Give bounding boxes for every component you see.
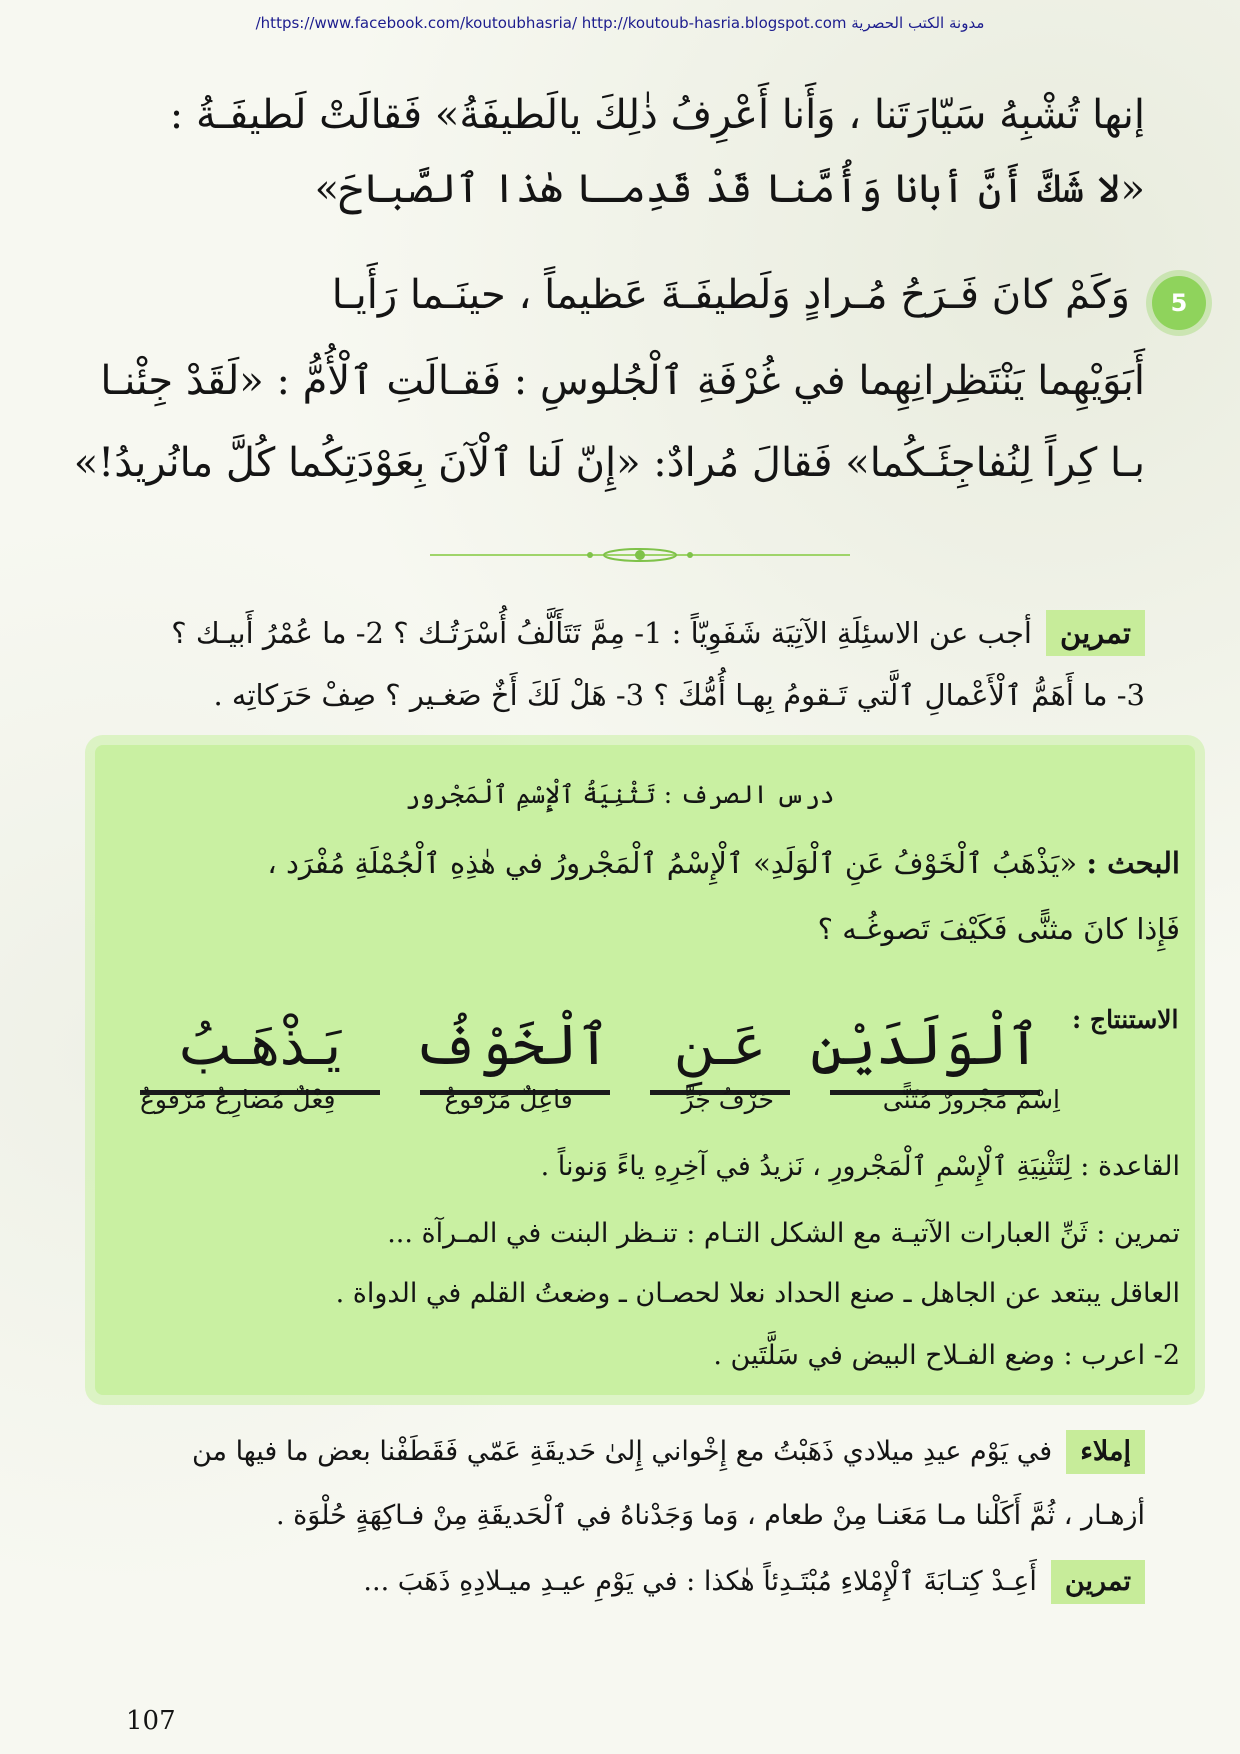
word-column-subject <box>413 1006 610 1095</box>
word-column-noun <box>810 1006 1040 1095</box>
parsing-subject: فاعِلٌ مَرْفوعٌ <box>444 1085 573 1114</box>
conclusion-label: الاستنتاج : <box>1072 1005 1179 1034</box>
oral-exercise-text-1: أجب عن الاسئِلَةِ الآتِيَة شَفَوِيّاً : 1- مِمَّ تَتَأَلَّفُ أُسْرَتُـك ؟ 2- ما عُمْرُ أَبيـك ؟ <box>171 616 1032 650</box>
research-label: البحث : <box>1086 846 1180 880</box>
parsing-preposition: حَرْفُ جَرٍّ <box>681 1085 774 1114</box>
dictation-label: إملاء <box>1066 1430 1145 1474</box>
dictation-text-1: في يَوْم عيدِ ميلادي ذَهَبْتُ مع إِخْواني إِلىٰ حَديقَةِ عَمّي فَقَطَفْنا بعض ما فيها من <box>191 1436 1053 1467</box>
example-word-verb: يَـذْهَـبُ <box>178 1013 342 1078</box>
paragraph-number-badge: 5 <box>1152 276 1206 330</box>
dictation-exercise-line <box>100 1560 1145 1604</box>
dictation-line-2: أزهـار ، ثُمَّ أَكَلْنا مـا مَعَنـا مِنْ طعام ، وَما وَجَدْناهُ في ٱلْحَديقَةِ مِنْ فـاكِهَةٍ حُلْوَة . <box>275 1500 1145 1531</box>
research-line-2: فَإِذا كانَ مثنًّى فَكَيْفَ تَصوغُـه ؟ <box>817 912 1180 946</box>
research-text-1: «يَذْهَبُ ٱلْخَوْفُ عَنِ ٱلْوَلَدِ» ٱلْإِسْمُ ٱلْمَجْرورُ في هٰذِهِ ٱلْجُمْلَةِ مُفْرَد ، <box>267 846 1078 880</box>
dictation-line-1 <box>100 1430 1145 1474</box>
word-column-verb <box>140 1006 380 1095</box>
grammar-title: درس الصرف : تَثْنِيَةُ ٱلْإِسْمِ ٱلْمَجْرور <box>405 780 835 809</box>
example-word-preposition: عَـنِ <box>673 1013 767 1078</box>
oral-exercise-line-2: 3- ما أَهَمُّ ٱلْأَعْمالِ ٱلَّتي تَـقومُ بِهـا أُمُّكَ ؟ 3- هَلْ لَكَ أَخٌ صَغـير ؟ صِفْ حَرَكاتِه . <box>213 678 1145 712</box>
grammar-exercise-line-3: 2- اعرب : وضع الفـلاح البيض في سَلَّتَين . <box>713 1340 1180 1371</box>
grammar-rule: القاعدة : لِتَثْنِيَةِ ٱلْإِسْمِ ٱلْمَجْرورِ ، نَزيدُ في آخِرِهِ ياءً وَنوناً . <box>540 1151 1180 1182</box>
parsing-noun: اِسْمٌ مَجْرورٌ مُثَنًّى <box>882 1085 1060 1114</box>
exercise-label: تمرين <box>1046 610 1145 656</box>
research-line-1 <box>140 840 1180 886</box>
story-line-5: بـا كِراً لِنُفاجِئَـكُما» فَقالَ مُرادٌ: «إِنّ لَنا ٱلْآنَ بِعَوْدَتِكُما كُلَّ مانُريدُ!» <box>73 440 1145 486</box>
dictation-exercise-label: تمرين <box>1051 1560 1145 1604</box>
grammar-exercise-line-2: العاقل يبتعد عن الجاهل ـ صنع الحداد نعلا لحصـان ـ وضعتُ القلم في الدواة . <box>335 1278 1180 1309</box>
story-line-2: «لا شَكَّ أَنَّ أبانا وَأُمَّنا قَدْ قَدِمـا هٰذا ٱلصَّباحَ» <box>314 166 1145 212</box>
story-line-4: أَبَوَيْهِما يَنْتَظِرانِهِما في غُرْفَةِ ٱلْجُلوسِ : فَقـالَتِ ٱلْأُمُّ : «لَقَدْ جِئْنـا <box>100 358 1145 404</box>
oral-exercise-line-1 <box>100 610 1145 656</box>
page-number: 107 <box>126 1706 176 1736</box>
word-column-preposition <box>650 1006 790 1095</box>
example-word-subject: ٱلْخَوْفُ <box>413 1013 610 1078</box>
dictation-exercise-text: أَعِـدْ كِتـابَةَ ٱلْإِمْلاءِ مُبْتَـدِئاً هٰكذا : في يَوْمِ عيـدِ ميـلادِهِ ذَهَبَ ... <box>363 1566 1037 1597</box>
ornamental-divider <box>430 548 850 562</box>
example-word-noun: ٱلْوَلَدَيْنِ <box>810 1013 1040 1078</box>
grammar-exercise-line-1: تمرين : ثَنِّ العبارات الآتيـة مع الشكل التـام : تنـظر البنت في المـرآة ... <box>387 1218 1180 1249</box>
source-url-line[interactable]: /https://www.facebook.com/koutoubhasria/ http://koutoub-hasria.blogspot.com مدونة الكتب الحصرية <box>255 14 985 32</box>
story-line-1: إنها تُشْبِهُ سَيّارَتَنا ، وَأَنا أَعْرِفُ ذٰلِكَ يالَطيفَةُ» فَقالَتْ لَطيفَـةُ : <box>169 92 1145 138</box>
parsing-verb: فِعْلٌ مُضارِعٌ مَرْفوعٌ <box>140 1085 336 1114</box>
story-line-3: وَكَمْ كانَ فَـرَحُ مُـرادٍ وَلَطيفَـةَ عَظيماً ، حينَـما رَأَيـا <box>331 272 1130 318</box>
parsing-row <box>140 1085 1060 1114</box>
example-words-row <box>140 975 1040 1095</box>
